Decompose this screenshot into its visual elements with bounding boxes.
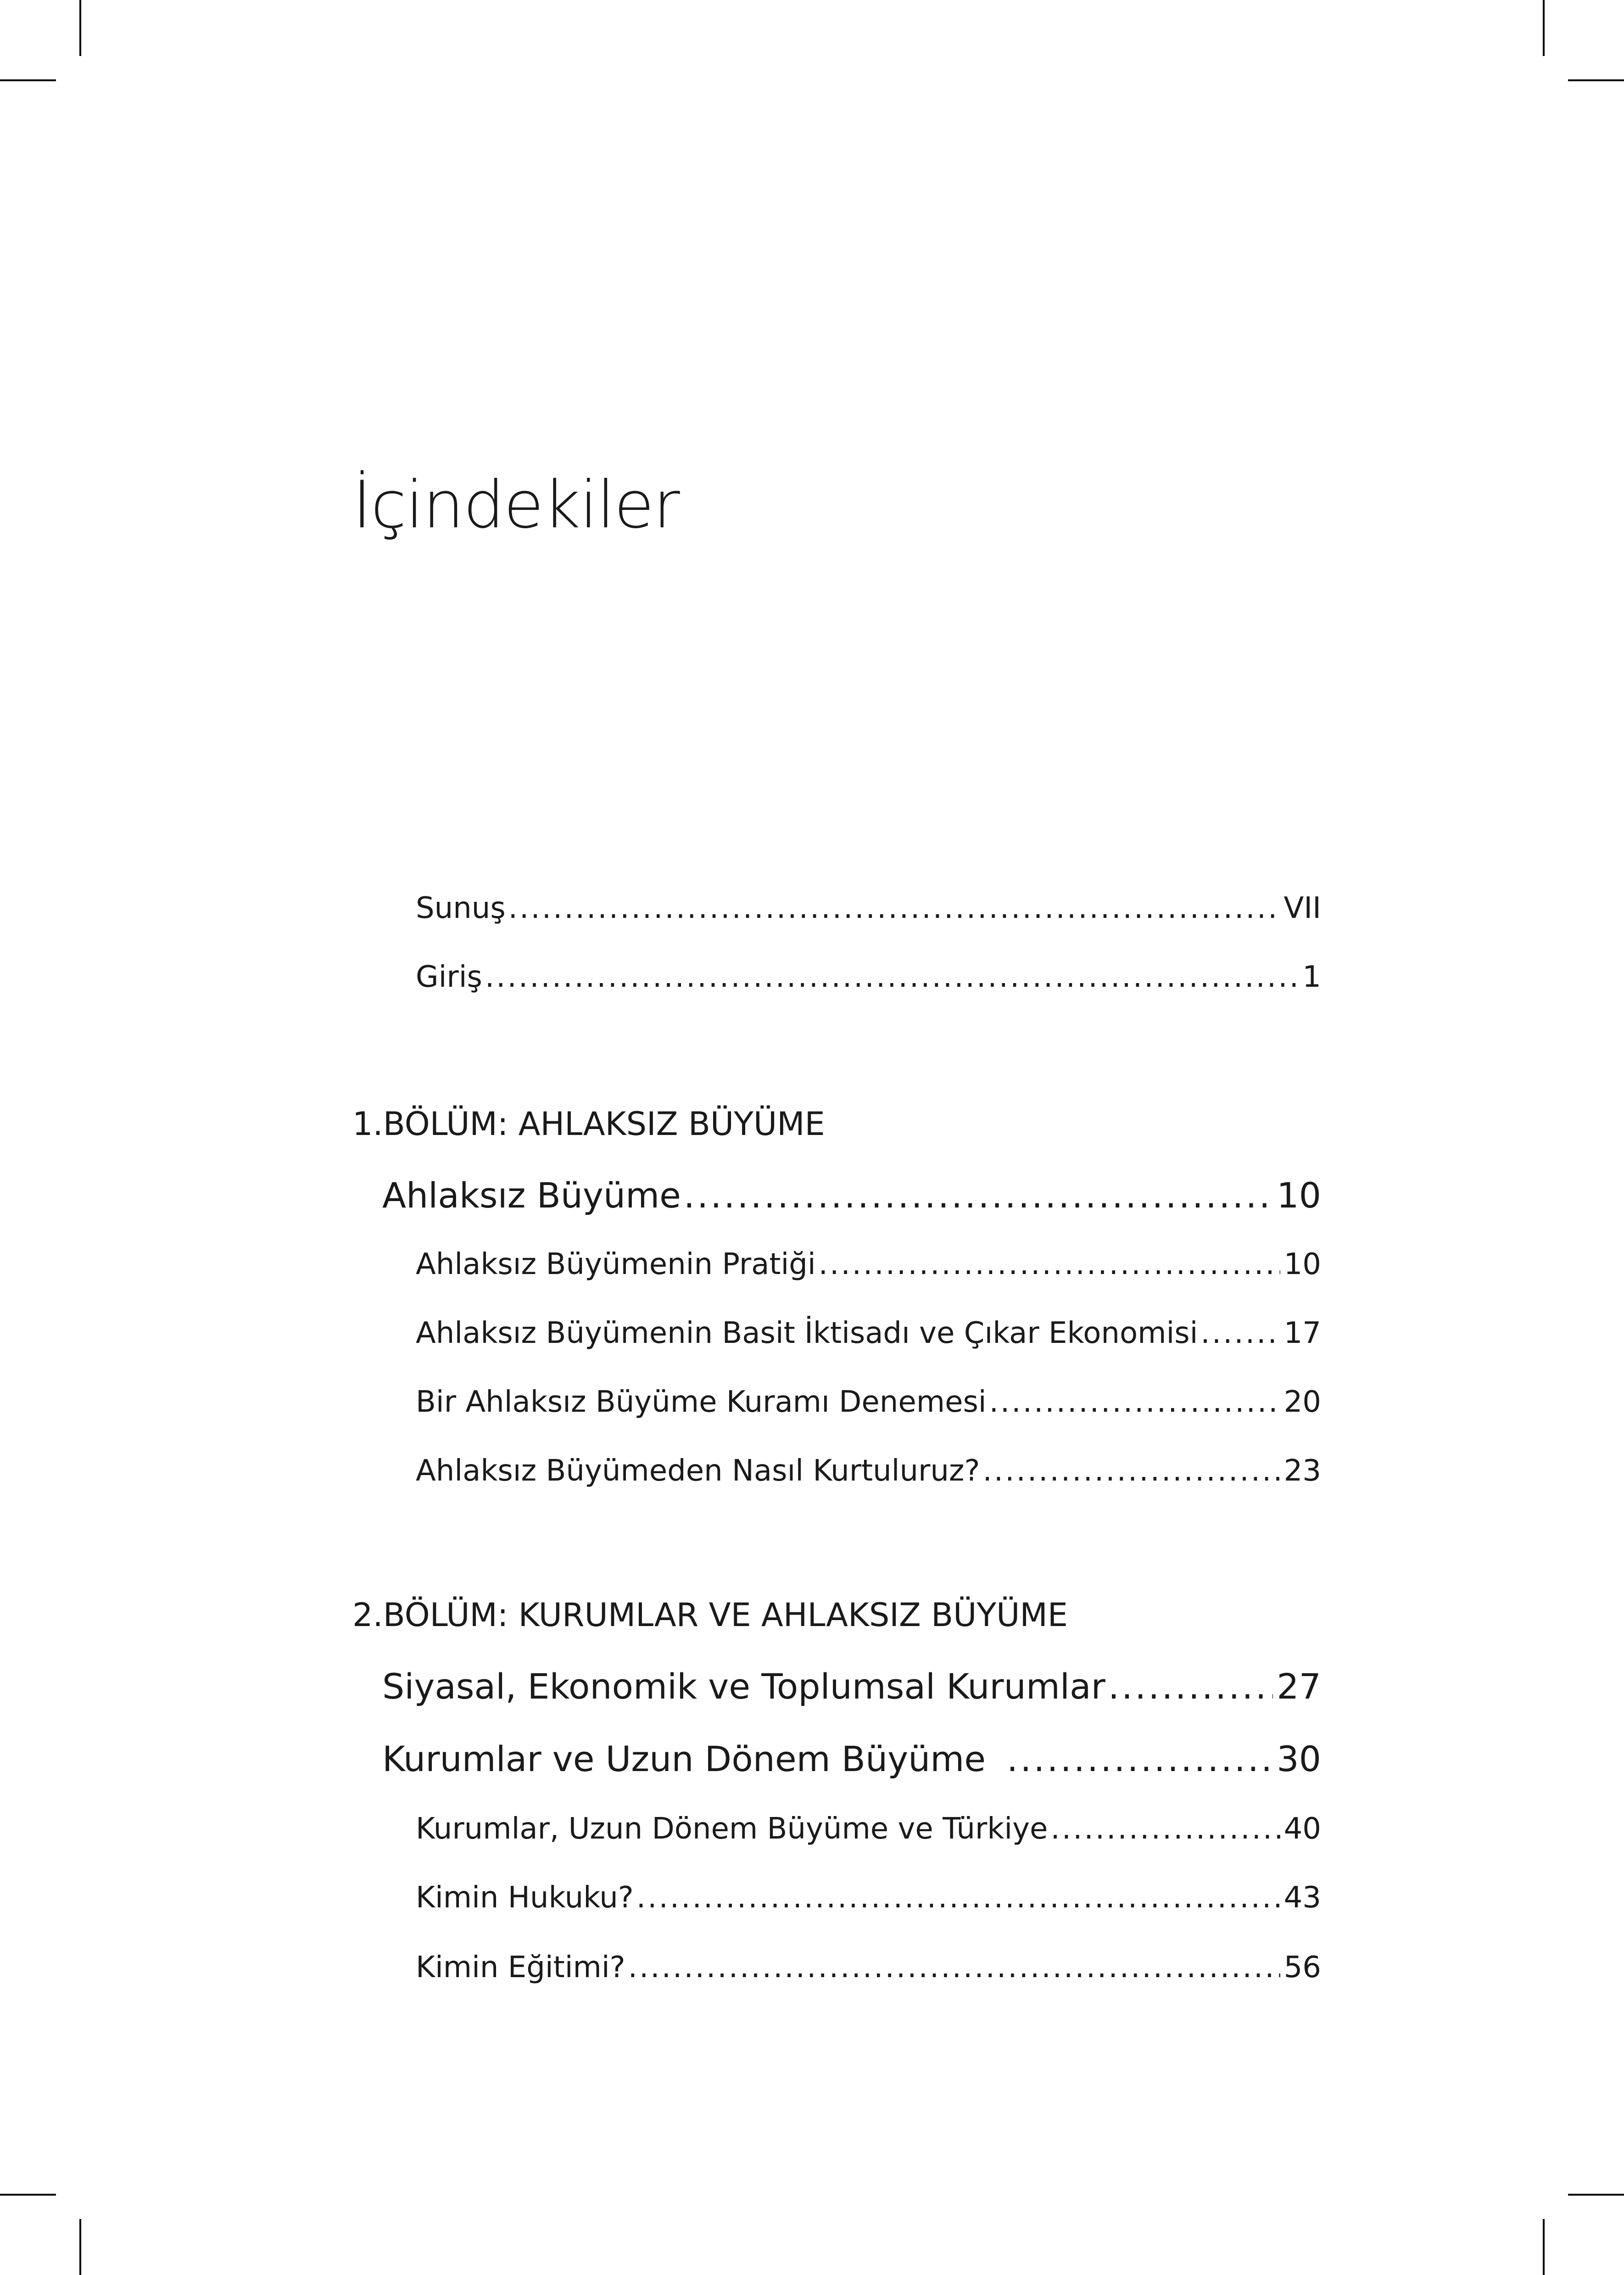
toc-section-nasil-kurtuluruz[interactable] (416, 1454, 1321, 1488)
toc-entry-page: VII (1284, 891, 1321, 925)
dot-leader (485, 960, 1299, 994)
part-heading-2: 2.BÖLÜM: KURUMLAR VE AHLAKSIZ BÜYÜME (352, 1596, 1068, 1634)
toc-entry-page: 56 (1284, 1951, 1321, 1984)
crop-mark-bottom-left-v (79, 2219, 81, 2275)
toc-entry-page: 30 (1277, 1738, 1321, 1779)
toc-entry-page: 20 (1284, 1385, 1321, 1419)
dot-leader (636, 1881, 1280, 1915)
crop-mark-top-right-h (1568, 79, 1624, 81)
crop-mark-top-left-v (79, 0, 81, 56)
crop-mark-top-right-v (1543, 0, 1545, 56)
toc-entry-label: Sunuş (416, 891, 506, 925)
toc-entry-label: Kimin Hukuku? (416, 1881, 634, 1915)
toc-entry-label: Ahlaksız Büyümenin Basit İktisadı ve Çıkar Ekonomisi (416, 1316, 1198, 1350)
toc-section-pratigi[interactable] (416, 1247, 1321, 1281)
dot-leader (684, 1175, 1273, 1216)
toc-section-kurami-denemesi[interactable] (416, 1385, 1321, 1419)
dot-leader (1050, 1812, 1280, 1846)
toc-section-turkiye[interactable] (416, 1812, 1321, 1846)
toc-entry-page: 27 (1277, 1666, 1321, 1707)
toc-entry-page: 40 (1284, 1812, 1321, 1846)
part-heading-1: 1.BÖLÜM: AHLAKSIZ BÜYÜME (352, 1105, 825, 1143)
toc-entry-label: Kurumlar, Uzun Dönem Büyüme ve Türkiye (416, 1812, 1048, 1846)
toc-chapter-uzun-donem[interactable] (382, 1738, 1321, 1779)
toc-entry-page: 10 (1284, 1247, 1321, 1281)
dot-leader (819, 1247, 1280, 1281)
toc-entry-page: 23 (1284, 1454, 1321, 1488)
dot-leader (628, 1951, 1280, 1984)
toc-entry-page: 43 (1284, 1881, 1321, 1915)
toc-entry-page: 10 (1277, 1175, 1321, 1216)
toc-entry-label: Bir Ahlaksız Büyüme Kuramı Denemesi (416, 1385, 987, 1419)
crop-mark-bottom-right-h (1568, 2194, 1624, 2196)
toc-section-basit-iktisadi[interactable] (416, 1316, 1321, 1350)
toc-chapter-ahlaksiz-buyume[interactable] (382, 1175, 1321, 1216)
toc-section-kimin-egitimi[interactable] (416, 1951, 1321, 1984)
toc-entry-label: Siyasal, Ekonomik ve Toplumsal Kurumlar (382, 1666, 1105, 1707)
dot-leader (1108, 1666, 1273, 1707)
toc-entry-label: Ahlaksız Büyüme (382, 1175, 681, 1216)
toc-entry-label: Kurumlar ve Uzun Dönem Büyüme (382, 1738, 986, 1779)
page-title: İçindekiler (352, 467, 679, 543)
dot-leader (508, 891, 1280, 925)
toc-entry-giris[interactable] (416, 960, 1321, 994)
crop-mark-bottom-right-v (1543, 2219, 1545, 2275)
toc-section-kimin-hukuku[interactable] (416, 1881, 1321, 1915)
toc-entry-label: Ahlaksız Büyümeden Nasıl Kurtuluruz? (416, 1454, 980, 1488)
toc-entry-page: 1 (1302, 960, 1321, 994)
toc-entry-page: 17 (1284, 1316, 1321, 1350)
crop-mark-top-left-h (0, 79, 56, 81)
dot-leader (989, 1385, 1280, 1419)
toc-entry-sunus[interactable] (416, 891, 1321, 925)
crop-mark-bottom-left-h (0, 2194, 56, 2196)
dot-leader (1007, 1738, 1273, 1779)
toc-entry-label: Giriş (416, 960, 482, 994)
toc-entry-label: Kimin Eğitimi? (416, 1951, 625, 1984)
toc-entry-label: Ahlaksız Büyümenin Pratiği (416, 1247, 816, 1281)
dot-leader (1200, 1316, 1280, 1350)
toc-chapter-kurumlar[interactable] (382, 1666, 1321, 1707)
dot-leader (982, 1454, 1280, 1488)
